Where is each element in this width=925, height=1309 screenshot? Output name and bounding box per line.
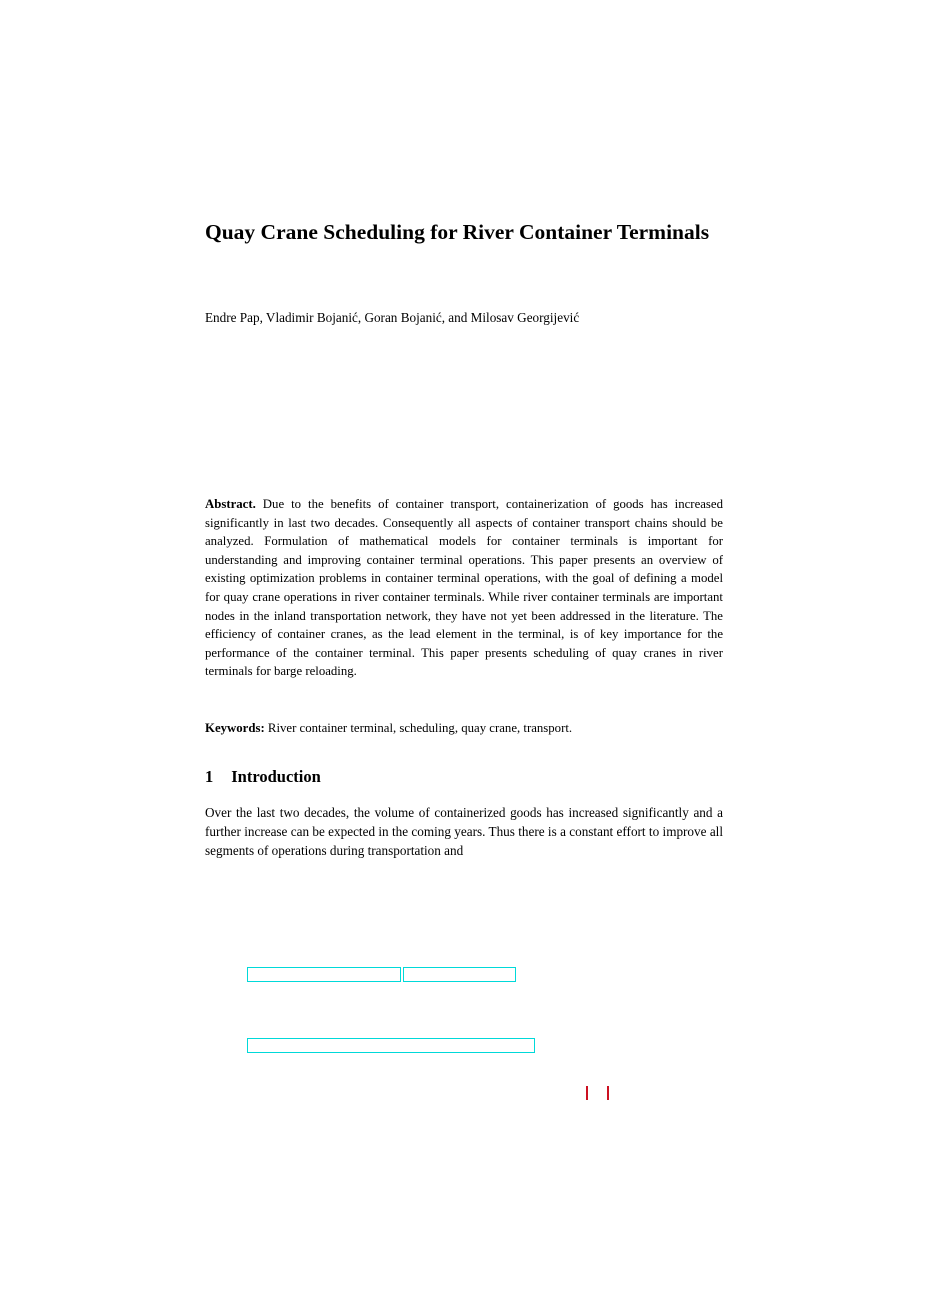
citation-link-box[interactable] [247,1038,535,1053]
reference-link-marker[interactable] [607,1086,609,1100]
citation-link-box[interactable] [247,967,401,982]
reference-link-marker[interactable] [586,1086,588,1100]
abstract-label: Abstract. [205,497,256,511]
abstract-text: Due to the benefits of container transport, containerization of goods has increased significantly in last two decades. Consequently all aspects of container transport chains should be analyzed. Formulation of mathematical models for container terminals is important for understanding and improving container terminal operations. This paper presents an overview of existing optimization problems in container terminal operations, with the goal of defining a model for quay crane operations in river container terminals. While river container terminals are important nodes in the inland transportation network, they have not yet been addressed in the literature. The efficiency of container cranes, as the lead element in the terminal, is of key importance for the performance of the container terminal. This paper presents scheduling of quay cranes in river terminals for barge reloading. [205,497,723,679]
keywords-label: Keywords: [205,721,265,735]
keywords-line [205,719,723,738]
paper-authors: Endre Pap, Vladimir Bojanić, Goran Bojanić, and Milosav Georgijević [205,310,580,325]
citation-link-box[interactable] [403,967,516,982]
section-number: 1 [205,767,214,786]
section-heading [205,767,321,787]
section-title: Introduction [231,767,321,786]
intro-paragraph: Over the last two decades, the volume of containerized goods has increased significantly and a further increase can be expected in the coming years. Thus there is a constant effort to improve all segments of operations during transportation and [205,805,723,858]
paper-title: Quay Crane Scheduling for River Container Terminals [205,220,710,244]
keywords-text: River container terminal, scheduling, quay crane, transport. [264,721,573,735]
abstract-paragraph [205,495,723,681]
